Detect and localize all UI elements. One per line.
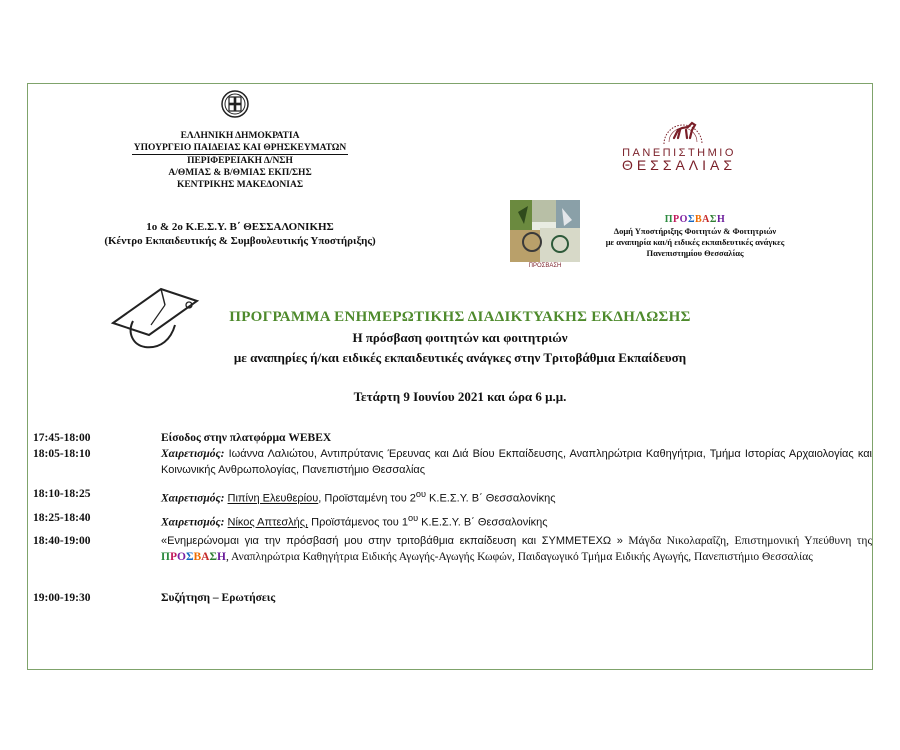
prosvasi-letter: Π [161, 551, 170, 563]
university-seal-icon [652, 108, 714, 148]
schedule-description [161, 533, 872, 565]
prosvasi-letter: Σ [709, 214, 717, 225]
gov-line: ΥΠΟΥΡΓΕΙΟ ΠΑΙΔΕΙΑΣ ΚΑΙ ΘΡΗΣΚΕΥΜΑΤΩΝ [133, 143, 347, 153]
speaker-name: Πιπίνη Ελευθερίου [227, 492, 319, 505]
university-line1: ΠΑΝΕΠΙΣΤΗΜΙΟ [622, 147, 736, 159]
prosvasi-inline-word [161, 551, 226, 563]
schedule-description: Συζήτηση – Ερωτήσεις [161, 592, 276, 604]
prosvasi-letter: Η [716, 214, 726, 225]
program-subtitle-1: Η πρόσβαση φοιτητών και φοιτητριών [352, 330, 568, 345]
speaker-name: Νίκος Απτεσλής, [227, 516, 309, 529]
schedule-time: 18:10-18:25 [33, 488, 91, 500]
greeting-label: Χαιρετισμός: [161, 492, 225, 505]
speaker-text-1: Μάγδα Νικολαραΐζη, Επιστημονική Υπεύθυνη της [622, 535, 872, 547]
speaker-role-2: Κ.Ε.Σ.Υ. Β΄ Θεσσαλονίκης [426, 492, 556, 505]
program-date: Τετάρτη 9 Ιουνίου 2021 και ώρα 6 μ.μ. [353, 389, 567, 404]
gov-line: ΕΛΛΗΝΙΚΗ ΔΗΜΟΚΡΑΤΙΑ [180, 131, 300, 141]
prosvasi-letter: Σ [185, 551, 194, 563]
prosvasi-line2: με αναπηρία και/ή ειδικές εκπαιδευτικές ανάγκες [605, 237, 785, 247]
prosvasi-letter: Α [702, 214, 710, 225]
greeting-label: Χαιρετισμός: [161, 448, 225, 460]
program-title: ΠΡΟΓΡΑΜΜΑ ΕΝΗΜΕΡΩΤΙΚΗΣ ΔΙΑΔΙΚΤΥΑΚΗΣ ΕΚΔΗΛΩΣΗΣ [229, 309, 691, 325]
schedule-description: Είσοδος στην πλατφόρμα WEBEX [161, 432, 332, 444]
prosvasi-letter: Σ [209, 551, 217, 563]
speaker-role-1: Προϊστάμενος του 1 [308, 516, 408, 529]
university-line2: ΘΕΣΣΑΛΙΑΣ [621, 157, 737, 173]
prosvasi-letter: Β [694, 214, 703, 225]
prosvasi-letter: Ρ [673, 214, 680, 225]
prosvasi-line1: Δομή Υποστήριξης Φοιτητών & Φοιτητριών [613, 226, 777, 236]
prosvasi-logo-image [510, 200, 580, 262]
ordinal-suffix: ου [415, 489, 426, 499]
kesy-subtitle: (Κέντρο Εκπαιδευτικής & Συμβουλευτικής Υποστήριξης) [104, 235, 376, 247]
program-subtitle-2: με αναπηρίες ή/και ειδικές εκπαιδευτικές ανάγκες στην Τριτοβάθμια Εκπαίδευση [233, 350, 687, 365]
prosvasi-letter: Ο [679, 214, 688, 225]
gov-line: ΚΕΝΤΡΙΚΗΣ ΜΑΚΕΔΟΝΙΑΣ [176, 180, 304, 190]
prosvasi-letter: Α [201, 551, 210, 563]
speaker-role-2: Κ.Ε.Σ.Υ. Β΄ Θεσσαλονίκης [418, 516, 548, 529]
greek-emblem-icon [219, 88, 251, 120]
prosvasi-letter: Σ [687, 214, 695, 225]
prosvasi-letter: Ο [176, 551, 186, 563]
prosvasi-line3: Πανεπιστημίου Θεσσαλίας [646, 248, 744, 258]
prosvasi-letter: Η [216, 551, 226, 563]
prosvasi-letter: Π [664, 214, 674, 225]
ordinal-suffix: ου [407, 513, 419, 523]
schedule-time: 18:25-18:40 [33, 512, 91, 524]
schedule-time: 17:45-18:00 [33, 432, 91, 444]
greeting-label: Χαιρετισμός: [161, 516, 225, 529]
gov-header [100, 130, 380, 191]
university-name [604, 147, 754, 171]
schedule-time: 19:00-19:30 [33, 592, 91, 604]
schedule-description [161, 486, 872, 507]
gov-line: Α/ΘΜΙΑΣ & Β/ΘΜΙΑΣ ΕΚΠ/ΣΗΣ [168, 168, 312, 178]
prosvasi-letter: Ρ [169, 551, 177, 563]
schedule-time: 18:40-19:00 [33, 535, 91, 547]
gov-line: ΠΕΡΙΦΕΡΕΙΑΚΗ Δ/ΝΣΗ [187, 156, 293, 166]
speaker-role-1: , Προϊσταμένη του 2 [318, 492, 416, 505]
prosvasi-logo-caption: ΠΡΟΣΒΑΣΗ [528, 263, 562, 269]
schedule-description [161, 446, 872, 478]
kesy-title: 1ο & 2ο Κ.Ε.Σ.Υ. Β΄ ΘΕΣΣΑΛΟΝΙΚΗΣ [146, 221, 334, 233]
prosvasi-title [590, 214, 800, 225]
schedule-time: 18:05-18:10 [33, 448, 91, 460]
kesy-header [60, 220, 420, 248]
speaker-text-2: , Αναπληρώτρια Καθηγήτρια Ειδικής Αγωγής-Αγωγής Κωφών, Παιδαγωγικό Τμήμα Ειδικής Αγωγής, Πανεπιστήμιο Θεσσαλίας [225, 551, 813, 563]
prosvasi-letter: Β [193, 551, 202, 563]
prosvasi-description [580, 226, 810, 259]
schedule-description [161, 510, 872, 531]
talk-title: «Ενημερώνομαι για την πρόσβασή μου στην τριτοβάθμια εκπαίδευση και ΣΥΜΜΕΤΕΧΩ » [161, 535, 623, 547]
greeting-text: Ιωάννα Λαλιώτου, Αντιπρύτανις Έρευνας και Διά Βίου Εκπαίδευσης, Αναπληρώτρια Καθηγήτρια, Τμήμα Ιστορίας Αρχαιολογίας και Κοινωνικής Ανθρωπολογίας, Πανεπιστήμιο Θεσσαλίας [161, 448, 872, 476]
